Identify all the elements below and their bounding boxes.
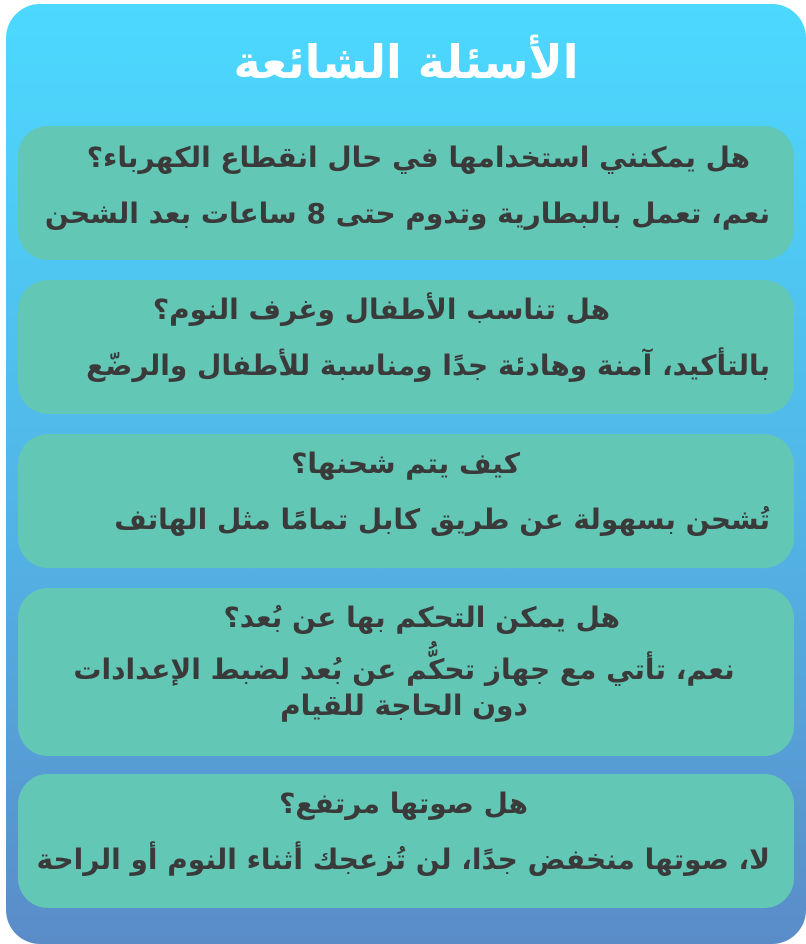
faq-item[interactable]	[18, 280, 794, 414]
faq-item[interactable]	[18, 774, 794, 908]
faq-item[interactable]	[18, 434, 794, 568]
faq-answer: لا، صوتها منخفض جدًا، لن تُزعجك أثناء النوم أو الراحة	[36, 843, 770, 876]
page-title: الأسئلة الشائعة	[233, 35, 579, 89]
faq-answer: نعم، تعمل بالبطارية وتدوم حتى 8 ساعات بعد الشحن	[44, 197, 770, 230]
faq-question: هل صوتها مرتفع؟	[279, 787, 528, 820]
faq-panel	[6, 4, 806, 944]
faq-answer: تُشحن بسهولة عن طريق كابل تمامًا مثل الهاتف	[114, 503, 770, 536]
faq-question: هل يمكنني استخدامها في حال انقطاع الكهرباء؟	[86, 141, 750, 174]
faq-question: هل تناسب الأطفال وغرف النوم؟	[152, 293, 610, 326]
faq-question: كيف يتم شحنها؟	[291, 447, 520, 480]
faq-answer: بالتأكيد، آمنة وهادئة جدًا ومناسبة للأطفال والرضّع	[86, 349, 770, 382]
faq-question: هل يمكن التحكم بها عن بُعد؟	[223, 601, 620, 634]
faq-item[interactable]	[18, 126, 794, 260]
faq-answer: نعم، تأتي مع جهاز تحكُّم عن بُعد لضبط الإعدادات دون الحاجة للقيام	[73, 653, 735, 722]
faq-item[interactable]	[18, 588, 794, 756]
